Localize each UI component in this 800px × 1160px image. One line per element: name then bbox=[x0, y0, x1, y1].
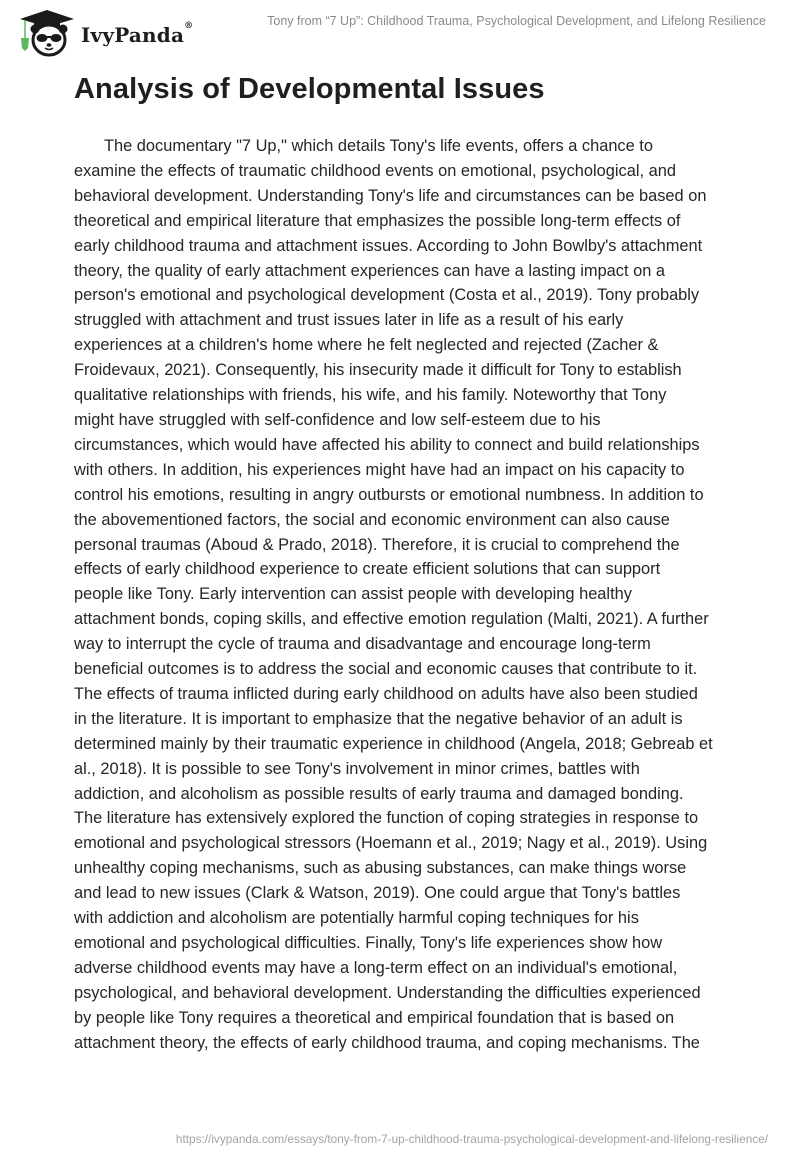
text-line: attachment theory, the effects of early childhood trauma, and coping mechanisms. The bbox=[74, 1033, 700, 1052]
text-line: psychological, and behavioral development. Understanding the difficulties experienced bbox=[74, 983, 701, 1002]
text-line: struggled with attachment and trust issues later in life as a result of his early bbox=[74, 311, 624, 330]
text-line: early childhood trauma and attachment issues. According to John Bowlby's attachment bbox=[74, 236, 703, 255]
text-line: by people like Tony requires a theoretical and empirical foundation that is based on bbox=[74, 1008, 675, 1027]
panda-graduate-icon bbox=[18, 8, 76, 58]
text-line: The documentary "7 Up," which details Tony's life events, offers a chance to bbox=[104, 137, 653, 155]
text-line: effects of early childhood experience to create efficient solutions that can support bbox=[74, 560, 661, 579]
text-line: personal traumas (Aboud & Prado, 2018). Therefore, it is crucial to comprehend the bbox=[74, 535, 680, 554]
ivypanda-logo[interactable] bbox=[18, 8, 193, 58]
text-line: emotional and psychological stressors (Hoemann et al., 2019; Nagy et al., 2019). Using bbox=[74, 834, 708, 853]
text-line: al., 2018). It is possible to see Tony's involvement in minor crimes, battles with bbox=[74, 759, 640, 778]
text-line: addiction, and alcoholism as possible results of early trauma and damaged bonding. bbox=[74, 784, 684, 803]
text-line: with others. In addition, his experiences might have had an impact on his capacity to bbox=[74, 460, 685, 479]
text-line: way to interrupt the cycle of trauma and disadvantage and encourage long-term bbox=[74, 635, 651, 654]
text-line: behavioral development. Understanding Tony's life and circumstances can be based on bbox=[74, 186, 707, 205]
text-line: determined mainly by their traumatic experience in childhood (Angela, 2018; Gebreab et bbox=[74, 734, 713, 753]
section-heading: Analysis of Developmental Issues bbox=[74, 73, 545, 105]
text-line: the abovementioned factors, the social and economic environment can also cause bbox=[74, 510, 670, 529]
text-line: The effects of trauma inflicted during early childhood on adults have also been studied bbox=[74, 684, 698, 703]
logo-wordmark: IvyPanda® bbox=[81, 21, 194, 47]
text-line: attachment bonds, coping skills, and effective emotion regulation (Malti, 2021). A further bbox=[74, 610, 709, 629]
text-line: person's emotional and psychological development (Costa et al., 2019). Tony probably bbox=[74, 286, 700, 305]
text-line: unhealthy coping mechanisms, such as abusing substances, can make things worse bbox=[74, 859, 687, 878]
text-line: theory, the quality of early attachment experiences can have a lasting impact on a bbox=[74, 261, 666, 280]
text-line: in the literature. It is important to emphasize that the negative behavior of an adult is bbox=[74, 709, 683, 728]
text-line: with addiction and alcoholism are potentially harmful coping techniques for his bbox=[74, 909, 639, 928]
text-line: people like Tony. Early intervention can assist people with developing healthy bbox=[74, 585, 632, 604]
text-line: might have struggled with self-confidence and low self-esteem due to his bbox=[74, 410, 601, 429]
text-line: control his emotions, resulting in angry outbursts or emotional numbness. In addition to bbox=[74, 485, 704, 504]
text-line: adverse childhood events may have a long-term effect on an individual's emotional, bbox=[74, 958, 678, 977]
text-line: emotional and psychological difficulties. Finally, Tony's life experiences show how bbox=[74, 934, 663, 952]
text-line: experiences at a children's home where he felt neglected and rejected (Zacher & bbox=[74, 336, 659, 355]
text-line: theoretical and empirical literature that emphasizes the possible long-term effects of bbox=[74, 211, 681, 230]
text-line: The literature has extensively explored the function of coping strategies in response to bbox=[74, 809, 699, 828]
text-line: examine the effects of traumatic childhood events on emotional, psychological, and bbox=[74, 161, 676, 180]
source-url[interactable]: https://ivypanda.com/essays/tony-from-7-up-childhood-trauma-psychological-development-and-lifelong-resilience/ bbox=[175, 1132, 768, 1146]
body-paragraph bbox=[74, 134, 734, 1056]
document-title: Tony from “7 Up”: Childhood Trauma, Psychological Development, and Lifelong Resilience bbox=[267, 14, 766, 28]
page-header bbox=[0, 0, 800, 60]
text-line: beneficial outcomes is to address the social and economic causes that contribute to it. bbox=[74, 660, 698, 679]
text-line: Froidevaux, 2021). Consequently, his insecurity made it difficult for Tony to establish bbox=[74, 361, 682, 380]
text-line: and lead to new issues (Clark & Watson, 2019). One could argue that Tony's battles bbox=[74, 884, 681, 903]
text-line: circumstances, which would have affected his ability to connect and build relationships bbox=[74, 435, 700, 454]
text-line: qualitative relationships with friends, his wife, and his family. Noteworthy that Tony bbox=[74, 386, 667, 405]
